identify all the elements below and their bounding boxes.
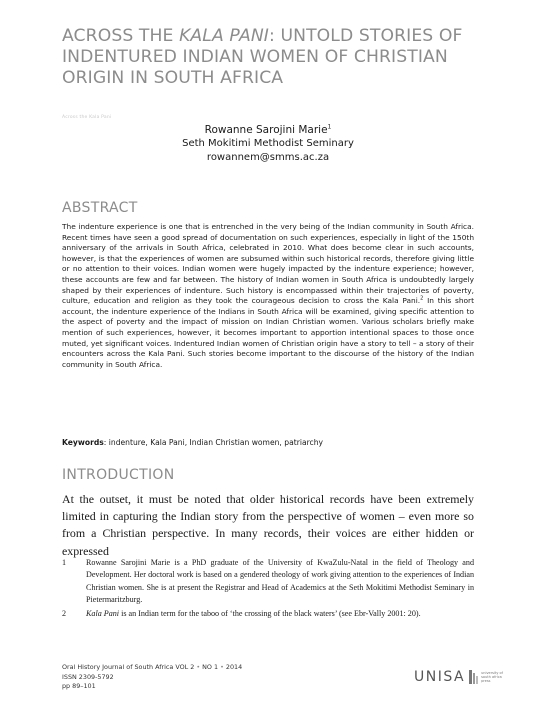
title-line-3: ORIGIN IN SOUTH AFRICA: [62, 68, 284, 88]
title-line-2: INDENTURED INDIAN WOMEN OF CHRISTIAN: [62, 47, 448, 67]
footnote-1: [62, 557, 474, 607]
unisa-logo: [414, 669, 503, 685]
footnote-italic-term: Kala Pani: [86, 608, 120, 618]
journal-pages: pp 89–101: [62, 682, 96, 691]
introduction-heading: INTRODUCTION: [62, 467, 175, 483]
footnote-ref-2[interactable]: 2: [420, 295, 424, 302]
publisher-tagline: university of south africa press: [481, 671, 503, 683]
title-line-1: ACROSS THE KALA PANI: UNTOLD STORIES OF: [62, 26, 463, 46]
article-title: [62, 26, 492, 89]
footnote-number: 2: [62, 608, 67, 618]
keywords-label: Keywords: [62, 438, 104, 447]
author-affiliation: Seth Mokitimi Methodist Seminary: [182, 138, 354, 149]
running-head: Across the Kala Pani: [62, 115, 112, 120]
abstract-text: The indenture experience is one that is entrenched in the very being of the Indian community in South Africa. Recent times have seen a good spread of documentation on such experiences, especially in light of the 150th anniversary of the arrivals in South Africa, celebrated in 2010. What does become clear in such accounts, however, is that the experiences of women are subsumed within such historical records, therefore giving little or no attention to their voices. Indian women were hugely impacted by the indenture experience; however, these accounts are few and far between. The history of Indian women in South Africa is undoubtedly largely shaped by their experiences of indenture. Such history is encompassed within their trajectories of poverty, culture, education and religion as they took the courageous decision to cross the Kala Pani.$^2$ In this short account, the indenture experience of the Indians in South Africa will be examined, giving specific attention to the aspect of poverty and the impact of mission on Indian Christian women. Various scholars briefly make mention of such experiences, however, it becomes important to apportion intentional spaces to those once muted, yet significant voices. Indentured Indian women of Christian origin have a story to tell – a story of their encounters across the Kala Pani. Such stories become important to the discourse of the history of the Indian community in South Africa.: [62, 222, 474, 369]
footnote-2: [62, 608, 474, 620]
author-block: [62, 123, 474, 165]
footnotes: [62, 557, 474, 621]
journal-citation: Oral History Journal of South Africa VOL 2 • NO 1 • 2014: [62, 663, 243, 671]
keywords: Keywords: indenture, Kala Pani, Indian Christian women, patriarchy: [62, 438, 324, 447]
footnote-number: 1: [62, 558, 67, 567]
footnote-text: is an Indian term for the taboo of ‘the crossing of the black waters’ (see Ebr-Vally 2001: 20).: [119, 608, 421, 618]
author-email[interactable]: rowannem@smms.ac.za: [206, 152, 330, 163]
footnote-text: Rowanne Sarojini Marie is a PhD graduate of the University of KwaZulu-Natal in the field of Theology and Development. Her doctoral work is based on a gendered theology of work giving attention to the experiences of Indian Christian women. She is at present the Registrar and Head of Academics at the Seth Mokitimi Methodist Seminary in Pietermaritzburg.: [86, 558, 474, 605]
journal-info: [62, 663, 242, 692]
journal-issn: ISSN 2309-5792: [62, 672, 114, 681]
introduction-text: At the outset, it must be noted that older historical records have been extremely limited in capturing the Indian story from the perspective of women – even more so from a Christian perspective. In many records, their voices are either hidden or expressed: [62, 492, 474, 558]
unisa-emblem-icon: [469, 670, 479, 684]
footnote-ref-1[interactable]: 1: [327, 123, 332, 131]
abstract-heading: ABSTRACT: [62, 200, 138, 216]
author-name: Rowanne Sarojini Marie$^1$: [204, 123, 332, 136]
publisher-name: UNISA: [414, 669, 466, 685]
